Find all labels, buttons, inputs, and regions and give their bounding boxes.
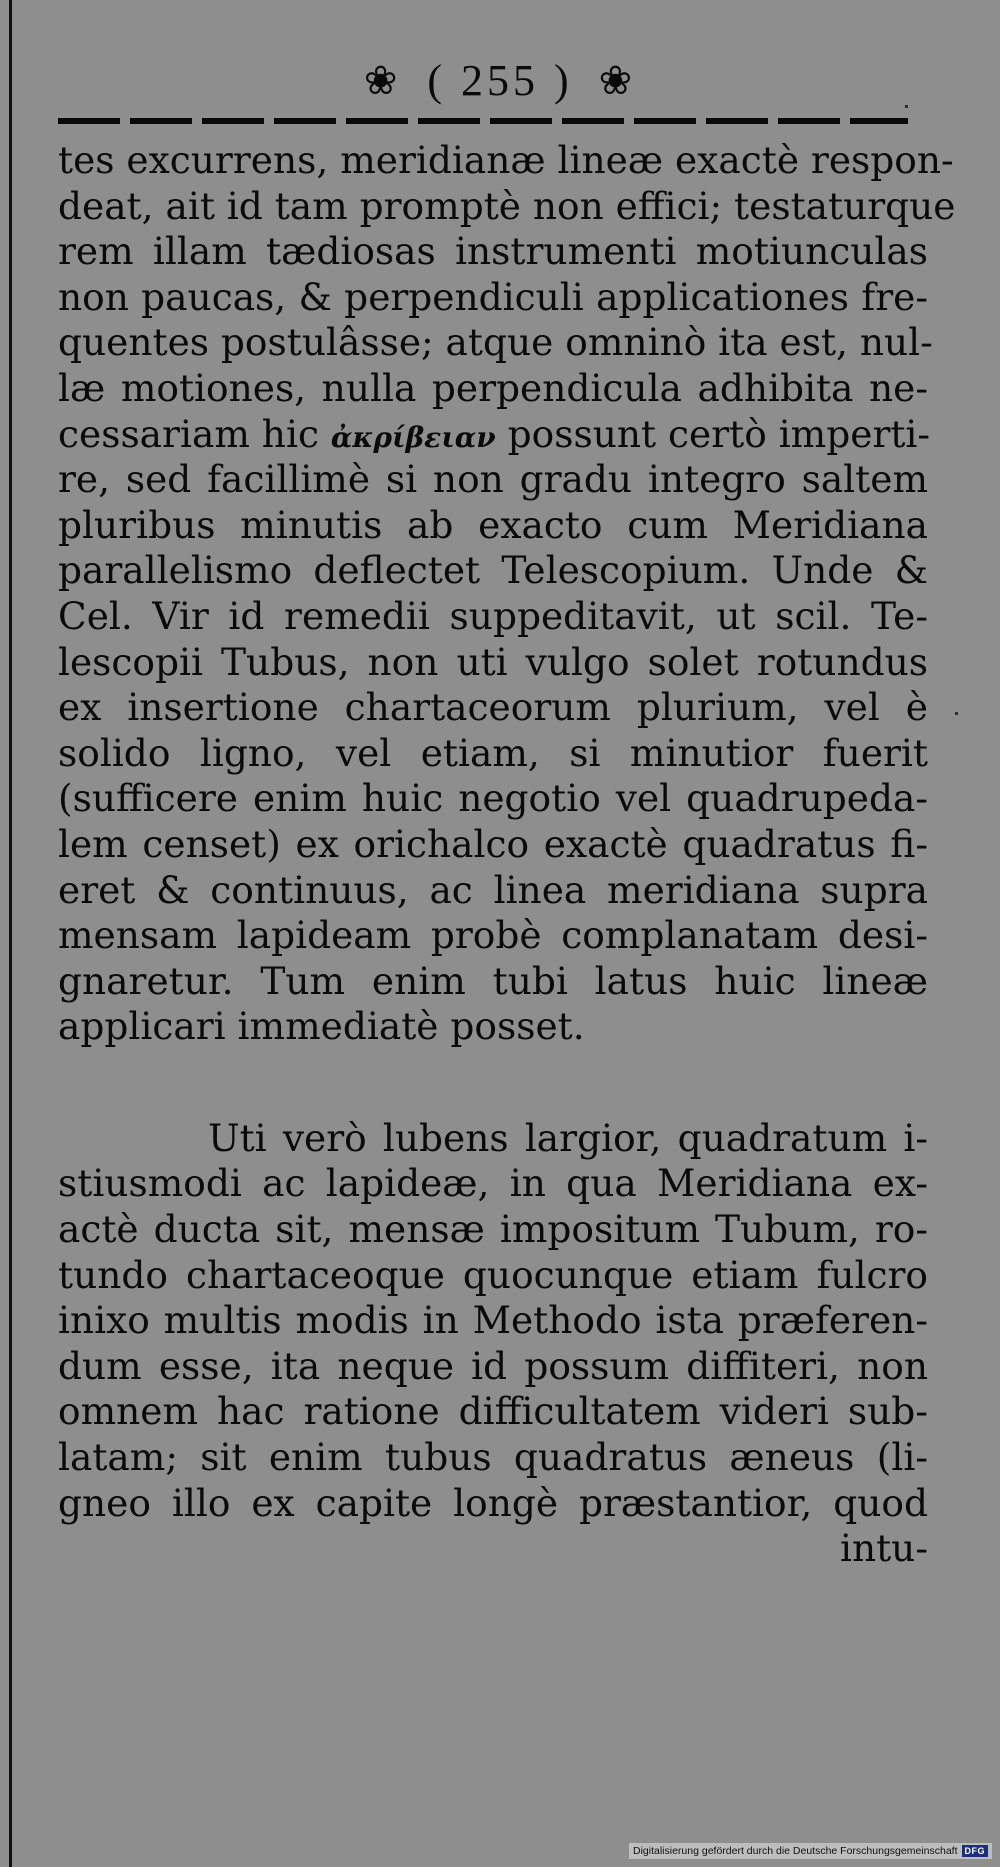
text-line: stiusmodi ac lapideæ, in qua Meridiana ex- bbox=[58, 1161, 928, 1206]
text-line: mensam lapideam probè complanatam desi- bbox=[58, 913, 928, 958]
text-line: deat, ait id tam promptè non effici; testaturque bbox=[58, 183, 956, 228]
paragraph-1 bbox=[58, 138, 956, 1050]
text-line: ex insertione chartaceorum plurium, vel è bbox=[58, 685, 928, 730]
text-line: solido ligno, vel etiam, si minutior fuerit bbox=[58, 730, 928, 775]
text-line: gnaretur. Tum enim tubi latus huic lineæ bbox=[58, 958, 928, 1003]
text-line: re, sed facillimè si non gradu integro saltem bbox=[58, 457, 928, 502]
text-line: eret & continuus, ac linea meridiana supra bbox=[58, 867, 928, 912]
greek-word: ἀκρίβειαν bbox=[330, 420, 496, 454]
digitization-credit bbox=[629, 1843, 992, 1859]
text-line: Cel. Vir id remedii suppeditavit, ut scil. Te- bbox=[58, 593, 928, 638]
text-line: lem censet) ex orichalco exactè quadratus fi- bbox=[58, 821, 928, 866]
text-line: gneo illo ex capite longè præstantior, quod bbox=[58, 1480, 928, 1525]
ornament-right-icon: ❀ bbox=[598, 57, 637, 104]
text-line: omnem hac ratione difficultatem videri sub- bbox=[58, 1389, 928, 1434]
page-number: ( 255 ) bbox=[427, 56, 573, 105]
speck-mark bbox=[955, 712, 958, 715]
text-line: latam; sit enim tubus quadratus æneus (li- bbox=[58, 1435, 928, 1480]
text-line: parallelismo deflectet Telescopium. Unde & bbox=[58, 548, 928, 593]
paragraph-2 bbox=[58, 1116, 928, 1572]
header-rule bbox=[58, 118, 908, 124]
text-line: rem illam tædiosas instrumenti motiunculas bbox=[58, 229, 928, 274]
credit-text: Digitalisierung gefördert durch die Deutsche Forschungsgemeinschaft bbox=[632, 1845, 958, 1857]
ornament-left-icon: ❀ bbox=[363, 57, 402, 104]
text-line: non paucas, & perpendiculi applicationes fre- bbox=[58, 274, 928, 319]
dfg-logo-icon: DFG bbox=[962, 1845, 989, 1857]
page-edge bbox=[9, 0, 12, 1867]
text-line: tes excurrens, meridianæ lineæ exactè respon- bbox=[58, 138, 954, 182]
text-line: quentes postulâsse; atque omninò ita est, nul- bbox=[58, 320, 933, 365]
body-text bbox=[58, 138, 956, 1572]
text-line bbox=[58, 411, 931, 458]
text-line: lescopii Tubus, non uti vulgo solet rotundus bbox=[58, 639, 928, 684]
text-line: Uti verò lubens largior, quadratum i- bbox=[208, 1115, 928, 1160]
text-line: læ motiones, nulla perpendicula adhibita ne- bbox=[58, 365, 928, 410]
text-line: applicari immediatè posset. bbox=[58, 1004, 585, 1049]
text-line: dum esse, ita neque id possum diffiteri, non bbox=[58, 1343, 928, 1388]
text-line: pluribus minutis ab exacto cum Meridiana bbox=[58, 502, 928, 547]
speck-mark bbox=[905, 105, 908, 108]
paragraph-gap bbox=[58, 1050, 928, 1116]
text-line: actè ducta sit, mensæ impositum Tubum, ro- bbox=[58, 1207, 928, 1252]
text-segment: cessariam hic bbox=[58, 411, 331, 456]
running-head bbox=[0, 52, 1000, 106]
text-line: (sufficere enim huic negotio vel quadrupeda- bbox=[58, 776, 928, 821]
text-line: inixo multis modis in Methodo ista præferen- bbox=[58, 1298, 928, 1343]
catchword: intu- bbox=[839, 1526, 928, 1571]
text-segment: possunt certò imperti- bbox=[495, 411, 931, 456]
text-line: tundo chartaceoque quocunque etiam fulcro bbox=[58, 1252, 928, 1297]
